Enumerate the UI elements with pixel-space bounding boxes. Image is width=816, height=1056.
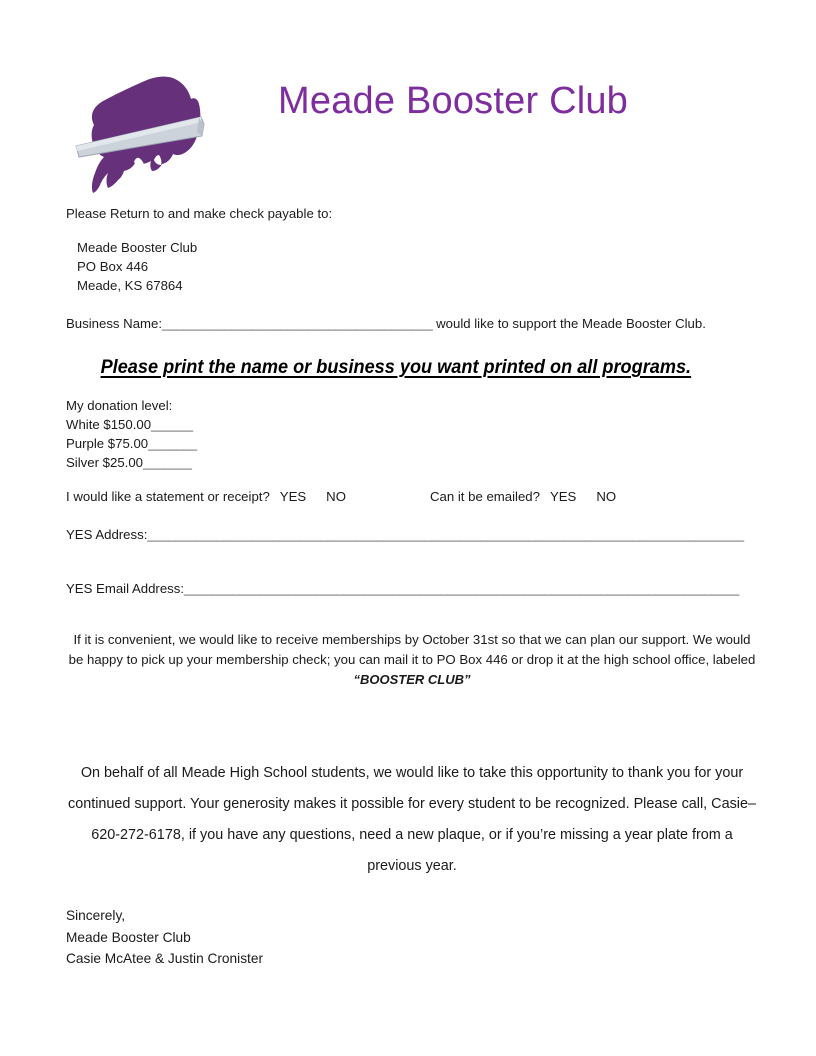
- level-blank-silver[interactable]: _______: [143, 455, 192, 470]
- address-line-1: Meade Booster Club: [77, 239, 198, 255]
- business-name-blank[interactable]: _______________________________________: [162, 315, 433, 331]
- email-question-label: Can it be emailed?: [430, 489, 540, 504]
- receipt-question-label: I would like a statement or receipt?: [66, 489, 270, 504]
- level-name-white: White: [66, 417, 100, 432]
- return-address-block: [66, 205, 756, 333]
- donation-level-white: [66, 415, 197, 434]
- level-blank-purple[interactable]: _______: [148, 436, 197, 451]
- membership-instructions-paragraph: [66, 630, 758, 690]
- membership-instructions-text: If it is convenient, we would like to receive memberships by October 31st so that we can plan our support. We would be happy to pick up your membership check; you can mail it to PO Box 446 or drop it at the high school office, labeled: [68, 632, 756, 667]
- yes-address-label: YES Address:: [66, 527, 148, 542]
- signature-organization: Meade Booster Club: [66, 929, 191, 945]
- email-yes-option[interactable]: YES: [549, 489, 577, 504]
- level-amount-silver: $25.00: [102, 455, 143, 470]
- donation-level-purple: [66, 434, 197, 453]
- signature-block: [66, 905, 263, 970]
- level-amount-purple: $75.00: [107, 436, 149, 451]
- page-title: Meade Booster Club: [278, 80, 629, 122]
- signature-names: Casie McAtee & Justin Cronister: [66, 951, 264, 966]
- level-name-purple: Purple: [66, 436, 105, 451]
- spacer: [66, 295, 756, 315]
- level-blank-white[interactable]: ______: [151, 417, 193, 432]
- receipt-no-option[interactable]: NO: [326, 489, 346, 504]
- level-name-silver: Silver: [66, 455, 99, 470]
- thank-you-paragraph: On behalf of all Meade High School students, we would like to take this opportunity to thank you for your continued support. Your generosity makes it possible for every student to be recognized. Please call, Casie– 620-272-6178, if you have any questions, need a new plaque, or if you’re missing a year plate from a previous year.: [68, 765, 756, 874]
- address-line-3: Meade, KS 67864: [77, 277, 183, 293]
- print-instruction-heading: Please print the name or business you want printed on all programs.: [100, 356, 692, 378]
- donation-levels-block: [66, 396, 197, 472]
- donation-heading: My donation level:: [66, 398, 173, 413]
- donation-level-silver: [66, 453, 197, 472]
- buffalo-logo-icon: [63, 62, 228, 197]
- level-amount-white: $150.00: [103, 417, 152, 432]
- yes-email-blank[interactable]: ________________________________________________________________________________: [184, 581, 739, 596]
- yes-address-blank[interactable]: ______________________________________________________________________________________: [147, 527, 744, 542]
- business-name-suffix: would like to support the Meade Booster Club.: [436, 315, 706, 331]
- business-name-label: Business Name:: [66, 315, 163, 331]
- business-name-row: [66, 315, 756, 334]
- signature-closing: Sincerely,: [66, 908, 126, 923]
- address-line-2: PO Box 446: [77, 258, 149, 274]
- document-header: [0, 62, 816, 202]
- mailing-address: [77, 238, 756, 295]
- email-no-option[interactable]: NO: [596, 489, 617, 504]
- booster-club-label-quote: “BOOSTER CLUB”: [353, 672, 471, 687]
- spacer: [66, 224, 756, 238]
- return-intro: Please Return to and make check payable to:: [66, 206, 333, 221]
- yes-email-label: YES Email Address:: [66, 581, 185, 596]
- yes-address-row: [66, 527, 744, 542]
- yes-email-row: [66, 581, 739, 596]
- receipt-questions-row: [66, 489, 766, 504]
- email-question-group: [430, 489, 616, 504]
- receipt-yes-option[interactable]: YES: [279, 489, 307, 504]
